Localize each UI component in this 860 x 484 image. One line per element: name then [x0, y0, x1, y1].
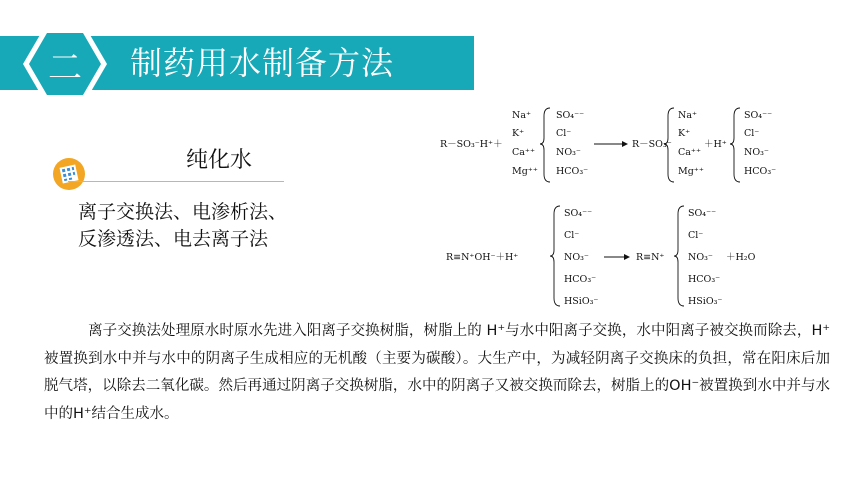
anion-exchange-reaction: [444, 200, 774, 312]
anion-item: HCO₃⁻: [556, 166, 589, 177]
anion-item: SO₄⁻⁻: [564, 208, 593, 219]
topic-underline: [68, 181, 284, 182]
anion-item: NO₃⁻: [564, 252, 589, 263]
brace: [550, 206, 560, 306]
anion-list: [556, 110, 588, 177]
cation-item: K⁺: [512, 128, 525, 139]
anion-item: Cl⁻: [556, 128, 572, 139]
anion-product: R≡N⁺: [636, 252, 665, 263]
anion-out-list: [688, 208, 722, 307]
anion-item: SO₄⁻⁻: [556, 110, 585, 121]
anion-item: Cl⁻: [688, 230, 704, 241]
anion-in-list: [564, 208, 598, 307]
anion-item: HCO₃⁻: [564, 274, 597, 285]
cation-list: [512, 110, 538, 177]
cation-item: Na⁺: [512, 110, 531, 121]
anion-item: NO₃⁻: [556, 147, 581, 158]
cation-item: Mg⁺⁺: [512, 166, 538, 177]
methods-line-1: 离子交换法、电渗析法、: [78, 201, 288, 223]
anion-item: SO₄⁻⁻: [688, 208, 717, 219]
cation-product: R－SO₃⁻: [632, 139, 672, 150]
anion-item: Cl⁻: [744, 128, 760, 139]
cation-item: Ca⁺⁺: [678, 147, 701, 158]
cation-item: K⁺: [678, 128, 691, 139]
anion-out-list: [744, 110, 776, 177]
anion-item: HCO₃⁻: [688, 274, 721, 285]
cation-reactant: R－SO₃⁻H⁺＋: [440, 139, 503, 150]
anion-reactant: R≡N⁺OH⁻＋H⁺: [446, 252, 519, 263]
anion-item: SO₄⁻⁻: [744, 110, 773, 121]
anion-item: Cl⁻: [564, 230, 580, 241]
section-number: 二: [48, 47, 82, 88]
cation-exchange-reaction: [438, 104, 780, 186]
brace: [674, 206, 684, 306]
brace: [540, 108, 550, 182]
explanation-paragraph: [44, 318, 830, 428]
anion-item: NO₃⁻: [688, 252, 713, 263]
page-title: 制药用水制备方法: [130, 44, 395, 82]
cation-item: Ca⁺⁺: [512, 147, 535, 158]
anion-item: HCO₃⁻: [744, 166, 777, 177]
anion-item: NO₃⁻: [744, 147, 769, 158]
cation-item: Mg⁺⁺: [678, 166, 704, 177]
anion-item: HSiO₃⁻: [564, 296, 599, 307]
water-document-icon: [52, 157, 86, 191]
explanation-text: 离子交换法处理原水时原水先进入阳离子交换树脂，树脂上的 H⁺与水中阳离子交换，水中阳离子被交换而除去，H⁺被置换到水中并与水中的阴离子生成相应的无机酸（主要为碳酸）。大生产中，为减轻阴离子交换床的负担，常在阳床后加脱气塔，以除去二氧化碳。然后再通过阴离子交换树脂，水中的阴离子又被交换而除去，树脂上的OH⁻被置换到水中并与水中的H⁺结合生成水。: [44, 323, 830, 422]
brace: [730, 108, 740, 182]
cation-item: Na⁺: [678, 110, 697, 121]
methods-list: [78, 199, 287, 253]
plus-h: ＋H⁺: [704, 139, 727, 150]
methods-line-2: 反渗透法、电去离子法: [78, 228, 269, 250]
topic-title: 纯化水: [186, 148, 253, 173]
cation-out-list: [678, 110, 704, 177]
anion-item: HSiO₃⁻: [688, 296, 723, 307]
water-product: ＋H₂O: [726, 252, 756, 263]
